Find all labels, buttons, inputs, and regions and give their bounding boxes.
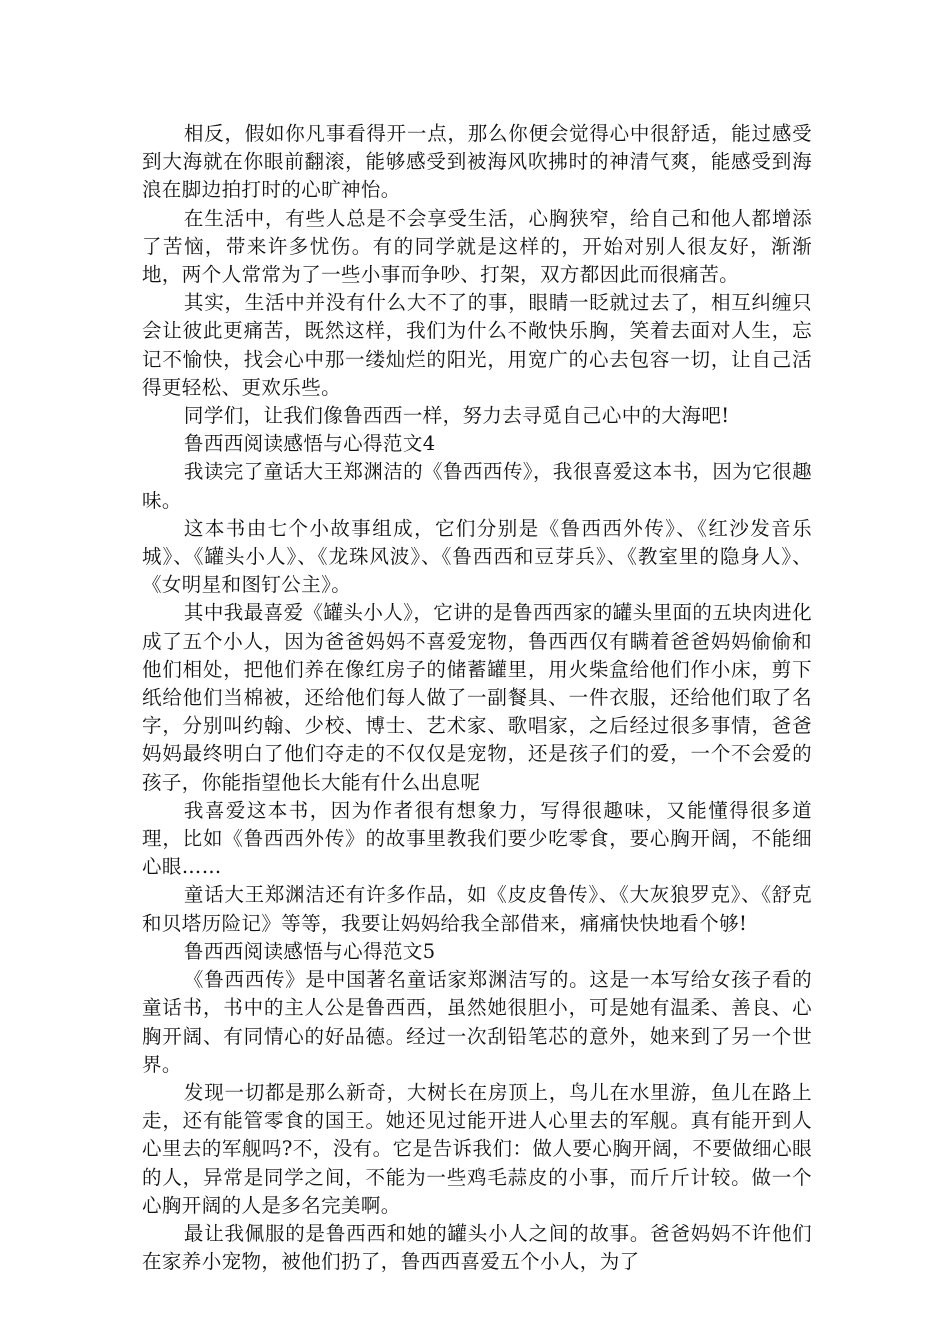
paragraph-7: 其中我最喜爱《罐头小人》，它讲的是鲁西西家的罐头里面的五块肉进化成了五个小人，因为爸爸妈妈不喜爱宠物，鲁西西仅有瞒着爸爸妈妈偷偷和他们相处，把他们养在像红房子的储蓄罐里，用火柴盒给他们作小床，剪下纸给他们当棉被，还给他们每人做了一副餐具、一件衣服，还给他们取了名字，分别叫约翰、少校、博士、艺术家、歌唱家，之后经过很多事情，爸爸妈妈最终明白了他们夺走的不仅仅是宠物，还是孩子们的爱，一个不会爱的孩子，你能指望他长大能有什么出息呢	[142, 601, 812, 794]
section-heading-4: 鲁西西阅读感悟与心得范文4	[183, 432, 436, 456]
section-heading-5: 鲁西西阅读感悟与心得范文5	[183, 939, 436, 963]
paragraph-11: 发现一切都是那么新奇，大树长在房顶上，鸟儿在水里游，鱼儿在路上走，还有能管零食的国王。她还见过能开进人心里去的军舰。真有能开到人心里去的军舰吗?不，没有。它是告诉我们：做人要心胸开阔，不要做细心眼的人，异常是同学之间，不能为一些鸡毛蒜皮的小事，而斤斤计较。做一个心胸开阔的人是多名完美啊。	[142, 1080, 812, 1217]
paragraph-4: 同学们，让我们像鲁西西一样，努力去寻觅自己心中的大海吧!	[183, 404, 730, 428]
paragraph-12: 最让我佩服的是鲁西西和她的罐头小人之间的故事。爸爸妈妈不许他们在家养小宠物，被他们扔了，鲁西西喜爱五个小人，为了	[142, 1221, 812, 1274]
paragraph-2: 在生活中，有些人总是不会享受生活，心胸狭窄，给自己和他人都增添了苦恼，带来许多忧伤。有的同学就是这样的，开始对别人很友好，渐渐地，两个人常常为了一些小事而争吵、打架，双方都因此而很痛苦。	[142, 206, 812, 287]
paragraph-6: 这本书由七个小故事组成，它们分别是《鲁西西外传》、《红沙发音乐城》、《罐头小人》、《龙珠风波》、《鲁西西和豆芽兵》、《教室里的隐身人》、《女明星和图钉公主》。	[142, 516, 812, 597]
paragraph-8: 我喜爱这本书，因为作者很有想象力，写得很趣味，又能懂得很多道理，比如《鲁西西外传》的故事里教我们要少吃零食，要心胸开阔，不能细心眼……	[142, 798, 812, 879]
paragraph-10: 《鲁西西传》是中国著名童话家郑渊洁写的。这是一本写给女孩子看的童话书，书中的主人公是鲁西西，虽然她很胆小，可是她有温柔、善良、心胸开阔、有同情心的好品德。经过一次刮铅笔芯的意外，她来到了另一个世界。	[142, 968, 812, 1076]
paragraph-3: 其实，生活中并没有什么大不了的事，眼睛一眨就过去了，相互纠缠只会让彼此更痛苦，既然这样，我们为什么不敞快乐胸，笑着去面对人生，忘记不愉快，找会心中那一缕灿烂的阳光，用宽广的心去包容一切，让自己活得更轻松、更欢乐些。	[142, 291, 812, 399]
document-body	[142, 120, 812, 1276]
paragraph-9: 童话大王郑渊洁还有许多作品，如《皮皮鲁传》、《大灰狼罗克》、《舒克和贝塔历险记》等等，我要让妈妈给我全部借来，痛痛快快地看个够!	[142, 883, 812, 935]
paragraph-1: 相反，假如你凡事看得开一点，那么你便会觉得心中很舒适，能过感受到大海就在你眼前翻滚，能够感受到被海风吹拂时的神清气爽，能感受到海浪在脚边拍打时的心旷神怡。	[142, 122, 812, 202]
paragraph-5: 我读完了童话大王郑渊洁的《鲁西西传》，我很喜爱这本书，因为它很趣味。	[142, 460, 812, 512]
